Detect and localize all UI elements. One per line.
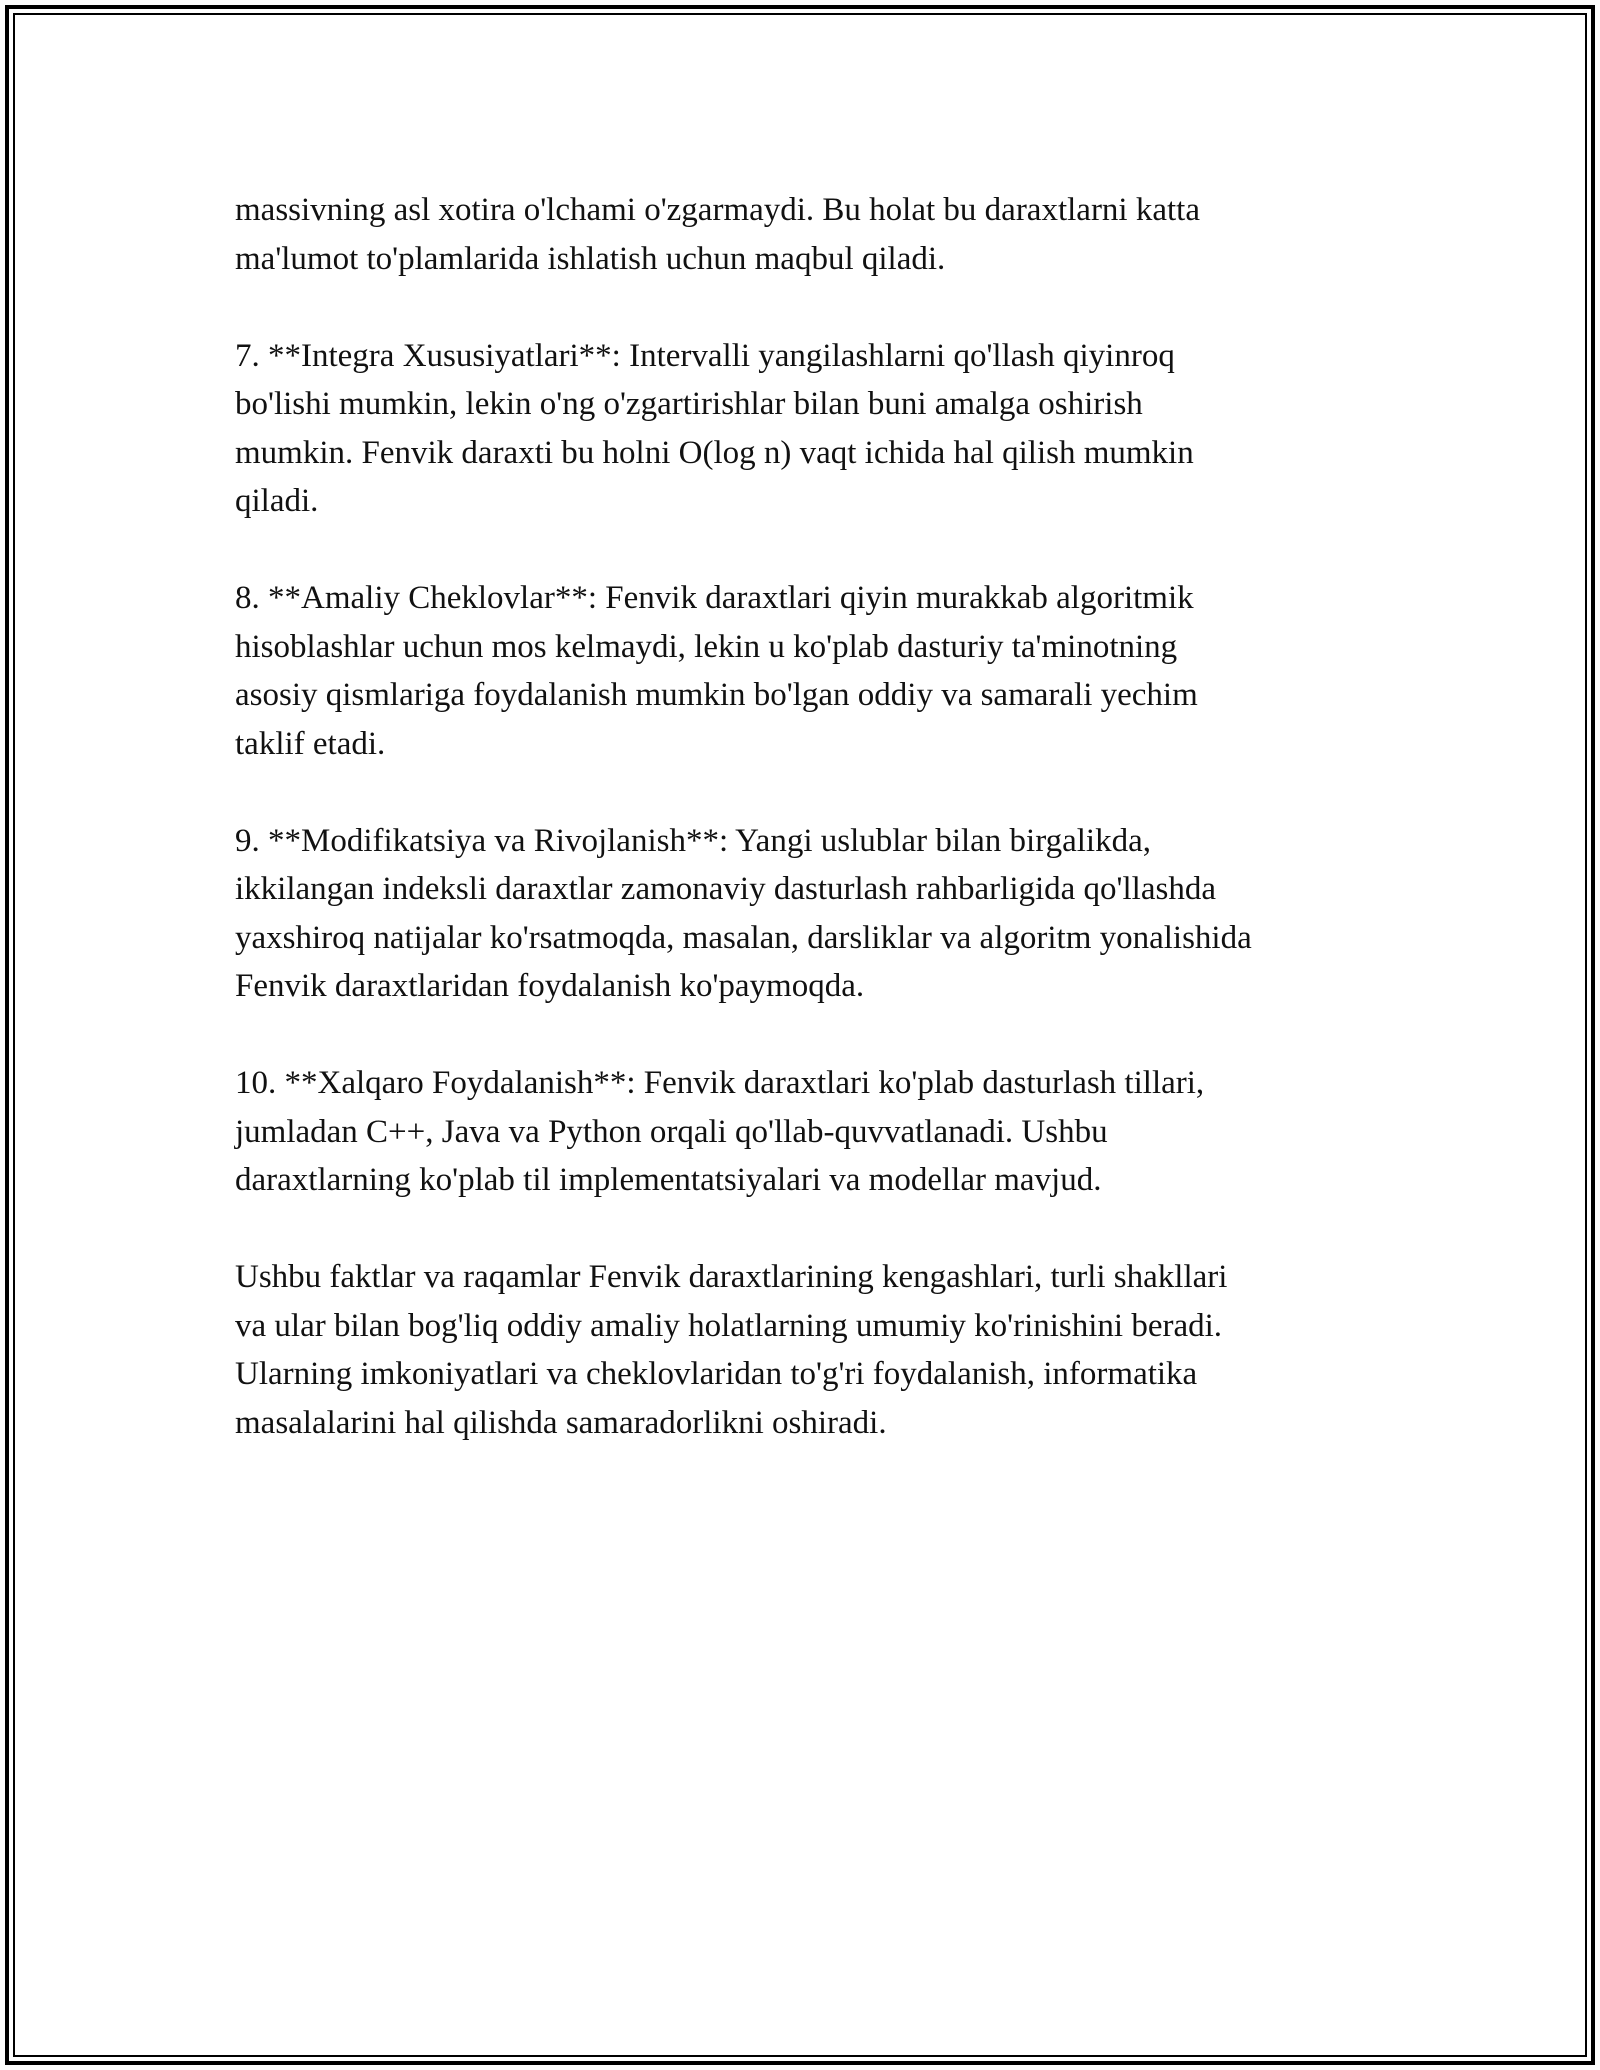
- paragraph-item-10: 10. **Xalqaro Foydalanish**: Fenvik daraxtlari ko'plab dasturlash tillari, jumladan C++, Java va Python orqali qo'llab-quvvatlanadi. Ushbu daraxtlarning ko'plab til implementatsiyalari va modellar mavjud.: [235, 1065, 1205, 1198]
- paragraph-item-9: 9. **Modifikatsiya va Rivojlanish**: Yangi uslublar bilan birgalikda, ikkilangan indeksli daraxtlar zamonaviy dasturlash rahbarligida qo'llashda yaxshiroq natijalar ko'rsatmoqda, masalan, darsliklar va algoritm yonalishida Fenvik daraxtlaridan foydalanish ko'paymoqda.: [235, 822, 1252, 1004]
- paragraph-continuation: massivning asl xotira o'lchami o'zgarmaydi. Bu holat bu daraxtlarni katta ma'lumot to'plamlarida ishlatish uchun maqbul qiladi.: [235, 192, 1200, 277]
- document-body: [235, 186, 1375, 1496]
- paragraph-item-7: 7. **Integra Xususiyatlari**: Intervalli yangilashlarni qo'llash qiyinroq bo'lishi mumkin, lekin o'ng o'zgartirishlar bilan buni amalga oshirish mumkin. Fenvik daraxti bu holni O(log n) vaqt ichida hal qilish mumkin qiladi.: [235, 337, 1194, 519]
- paragraph-item-8: 8. **Amaliy Cheklovlar**: Fenvik daraxtlari qiyin murakkab algoritmik hisoblashlar uchun mos kelmaydi, lekin u ko'plab dasturiy ta'minotning asosiy qismlariga foydalanish mumkin bo'lgan oddiy va samarali yechim taklif etadi.: [235, 580, 1198, 762]
- paragraph-conclusion: Ushbu faktlar va raqamlar Fenvik daraxtlarining kengashlari, turli shakllari va ular bilan bog'liq oddiy amaliy holatlarning umumiy ko'rinishini beradi. Ularning imkoniyatlari va cheklovlaridan to'g'ri foydalanish, informatika masalalarini hal qilishda samaradorlikni oshiradi.: [235, 1259, 1228, 1441]
